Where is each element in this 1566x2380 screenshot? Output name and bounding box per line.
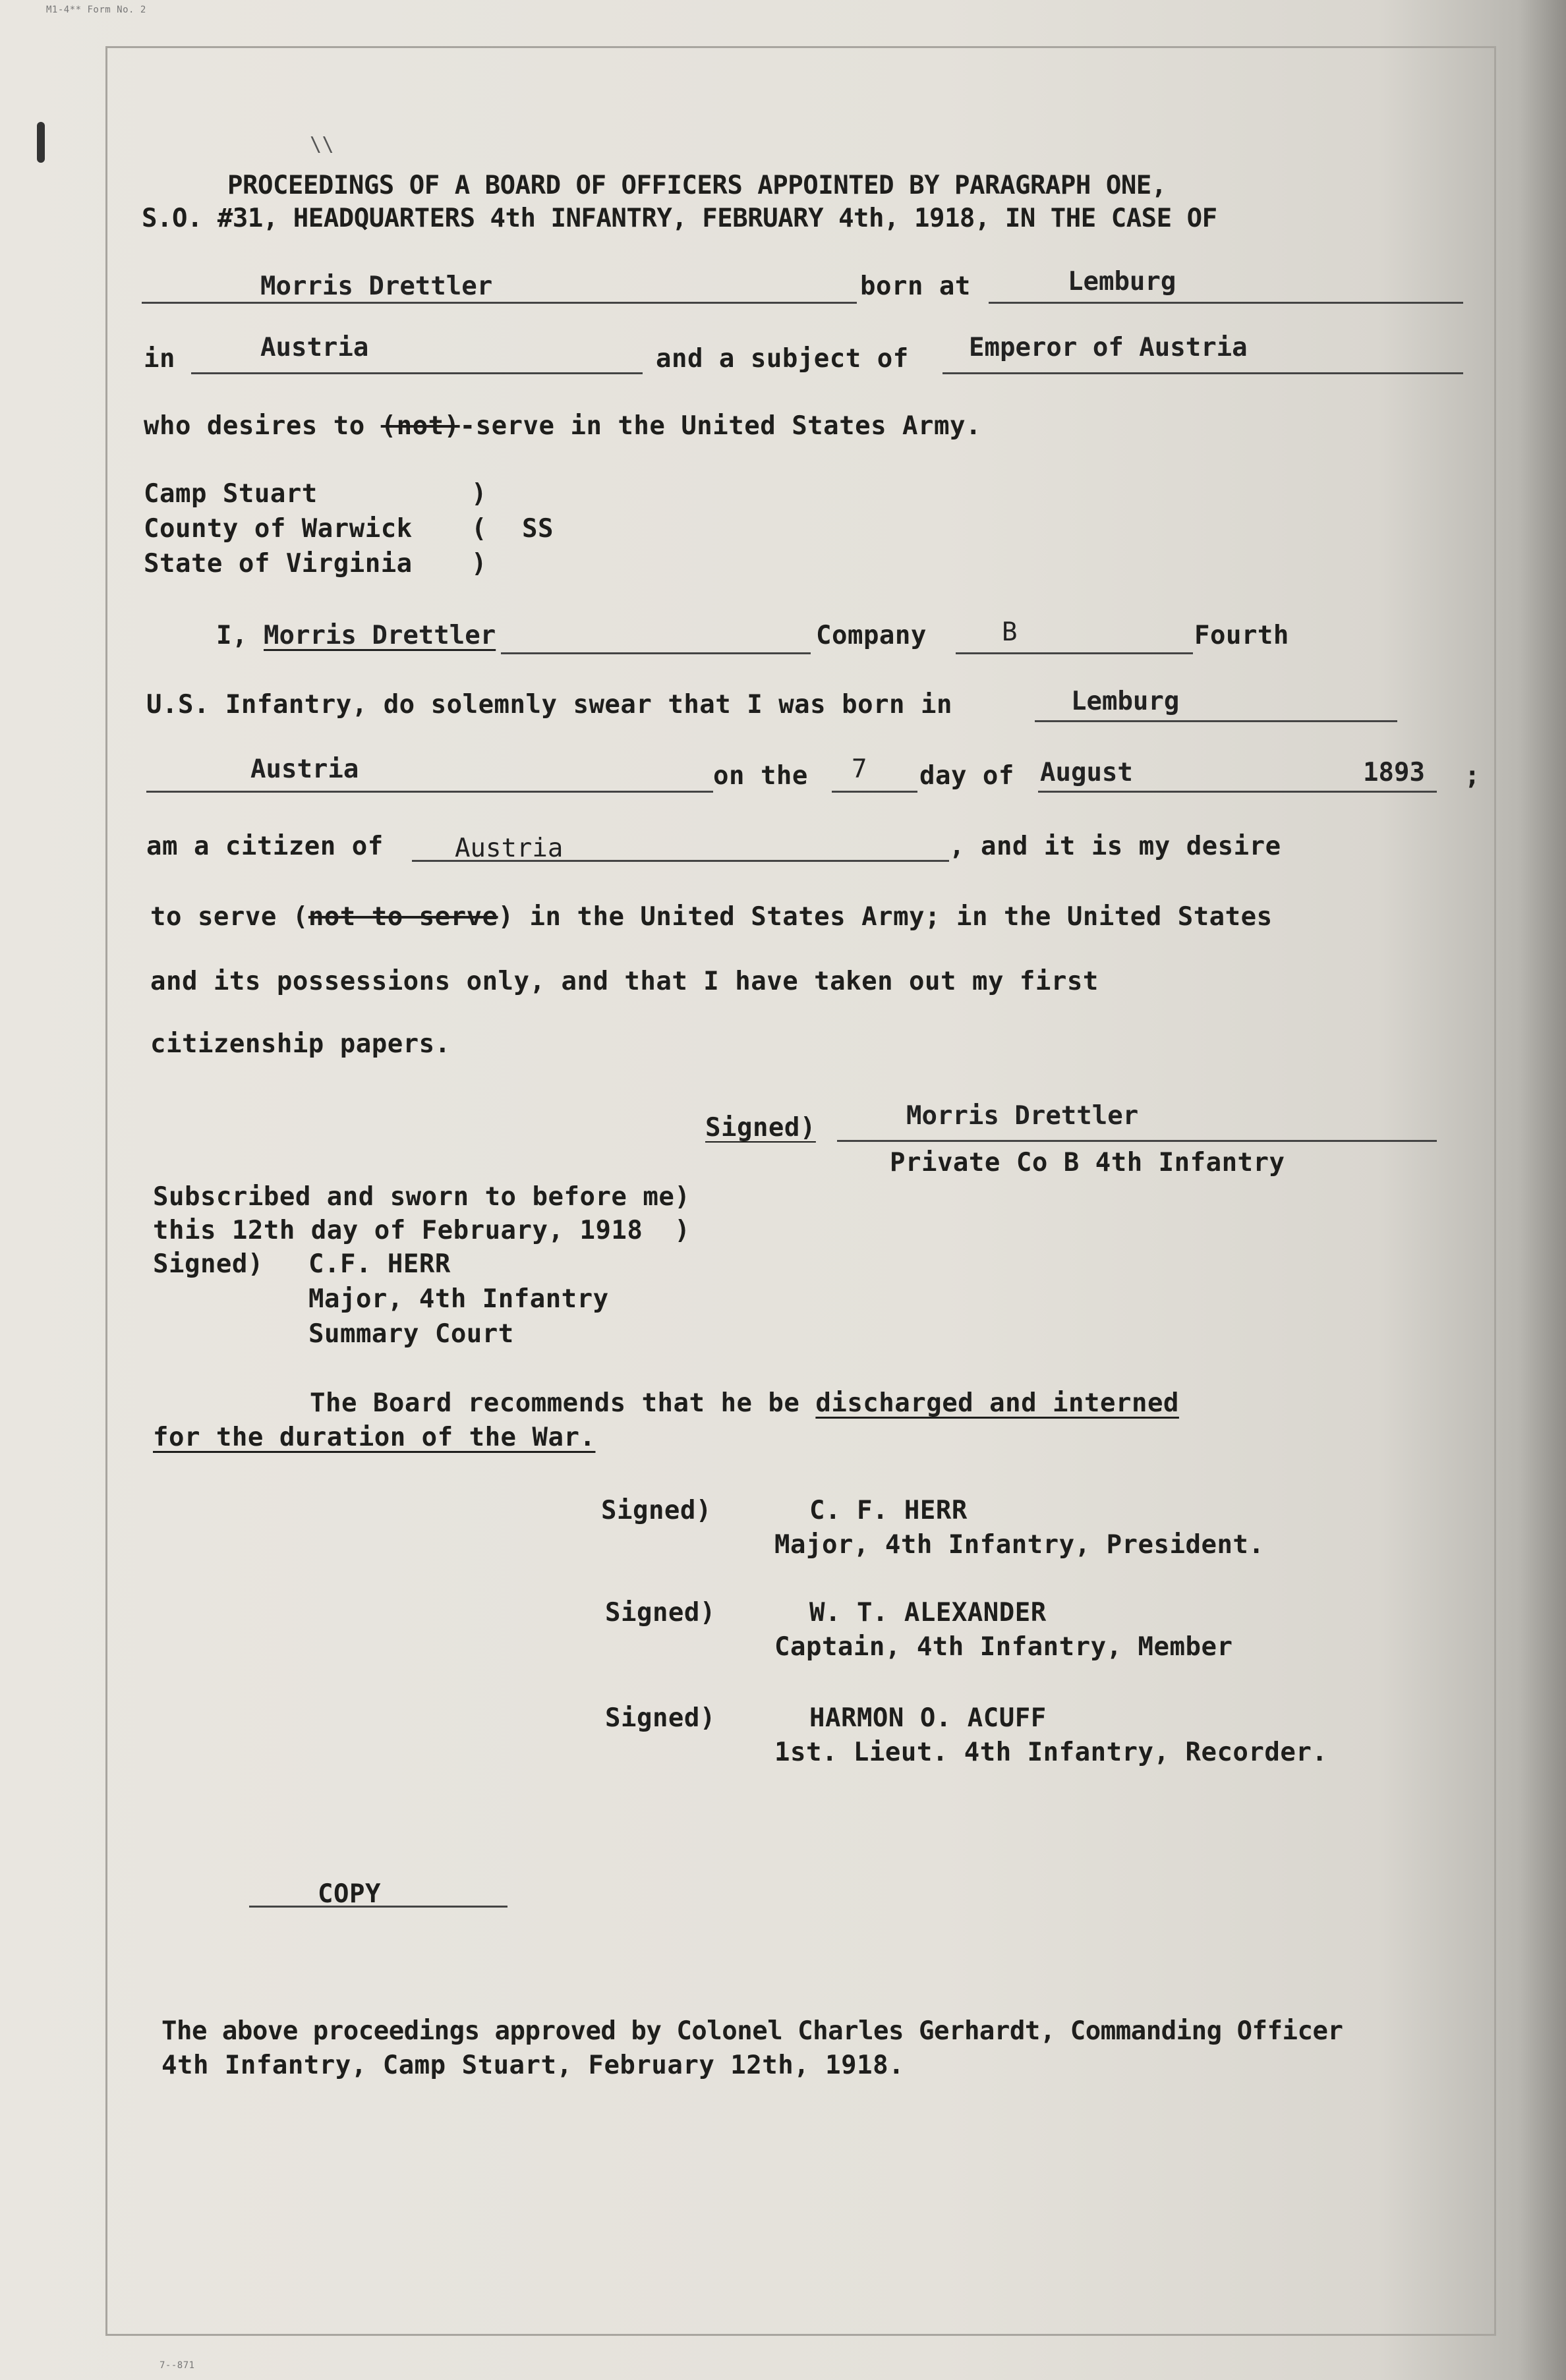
heading-line-2: S.O. #31, HEADQUARTERS 4th INFANTRY, FEBRUARY 4th, 1918, IN THE CASE OF xyxy=(142,204,1217,233)
subject-name: Morris Drettler xyxy=(260,271,493,301)
recommendation-prefix: The Board recommends that he be xyxy=(310,1388,816,1418)
venue-brace-1: ) xyxy=(471,479,487,509)
form-code: 7--871 xyxy=(160,2360,195,2371)
sworn-officer: C.F. HERR xyxy=(308,1249,451,1279)
desire-line xyxy=(144,413,981,439)
birth-year: 1893 xyxy=(1363,758,1425,787)
desire-text: , and it is my desire xyxy=(949,832,1281,861)
citizen-label: am a citizen of xyxy=(146,832,384,861)
birth-month: August xyxy=(1040,758,1133,787)
serve-line xyxy=(150,904,1273,930)
company-label: Company xyxy=(816,621,927,650)
signature-name: Morris Drettler xyxy=(906,1101,1139,1131)
born-in: Lemburg xyxy=(1071,687,1180,716)
subject-of: Emperor of Austria xyxy=(969,333,1248,362)
subject-of-rule xyxy=(942,372,1463,374)
oath-swear-line: U.S. Infantry, do solemnly swear that I was born in xyxy=(146,690,952,720)
desire-suffix: -serve in the United States Army. xyxy=(459,411,981,441)
possessions-line: and its possessions only, and that I have taken out my first xyxy=(150,967,1099,996)
signature-title: Private Co B 4th Infantry xyxy=(890,1148,1285,1177)
country: Austria xyxy=(260,333,369,362)
oath-i: I, xyxy=(216,621,248,650)
heading-line-1: PROCEEDINGS OF A BOARD OF OFFICERS APPOINTED BY PARAGRAPH ONE, xyxy=(227,171,1167,200)
board-signed-3: Signed) xyxy=(605,1703,716,1733)
pencil-mark: \\ xyxy=(310,133,335,156)
recommendation-line-1 xyxy=(310,1390,1179,1416)
subject-of-label: and a subject of xyxy=(656,344,909,374)
oath-country-rule xyxy=(146,791,713,793)
oath-name-rule xyxy=(501,652,811,654)
birth-day: 7 xyxy=(852,754,867,784)
year-end: ; xyxy=(1464,761,1480,791)
citizen-of: Austria xyxy=(455,834,564,863)
serve-struck: not to serve xyxy=(308,902,498,932)
name-rule xyxy=(142,302,857,304)
birthplace-rule xyxy=(989,302,1463,304)
sworn-line-1: Subscribed and sworn to before me) xyxy=(153,1182,691,1212)
form-number: M1-4** Form No. 2 xyxy=(46,5,146,15)
venue-brace-3: ) xyxy=(471,549,487,579)
approval-line-2: 4th Infantry, Camp Stuart, February 12th, 1918. xyxy=(161,2051,905,2080)
sworn-line-2: this 12th day of February, 1918 ) xyxy=(153,1216,691,1245)
board-role-3: 1st. Lieut. 4th Infantry, Recorder. xyxy=(774,1738,1328,1767)
company-rule xyxy=(956,652,1193,654)
desire-struck: (not) xyxy=(380,411,460,441)
day-of-label: day of xyxy=(919,761,1014,791)
day-rule xyxy=(832,791,917,793)
birthplace: Lemburg xyxy=(1068,267,1176,297)
desire-prefix: who desires to xyxy=(144,411,381,441)
venue-state: State of Virginia xyxy=(144,549,413,579)
recommendation-decision: discharged and interned xyxy=(815,1388,1179,1418)
board-role-2: Captain, 4th Infantry, Member xyxy=(774,1632,1233,1662)
board-signed-1: Signed) xyxy=(601,1496,712,1525)
board-name-3: HARMON O. ACUFF xyxy=(809,1703,1047,1733)
oath-name: Morris Drettler xyxy=(264,621,496,650)
regiment: Fourth xyxy=(1194,621,1289,650)
board-name-1: C. F. HERR xyxy=(809,1496,968,1525)
board-name-2: W. T. ALEXANDER xyxy=(809,1598,1047,1628)
approval-line-1: The above proceedings approved by Colonel Charles Gerhardt, Commanding Officer xyxy=(161,2016,1343,2046)
country-rule xyxy=(191,372,643,374)
venue-camp: Camp Stuart xyxy=(144,479,318,509)
sworn-rank: Major, 4th Infantry xyxy=(308,1284,609,1314)
copy-label: COPY xyxy=(318,1879,381,1909)
venue-ss: SS xyxy=(522,514,554,544)
company: B xyxy=(1002,617,1018,647)
born-in-rule xyxy=(1035,720,1397,722)
oath-country: Austria xyxy=(250,754,359,784)
on-the-label: on the xyxy=(713,761,808,791)
board-role-1: Major, 4th Infantry, President. xyxy=(774,1530,1265,1560)
signature-rule xyxy=(837,1140,1437,1142)
serve-prefix: to serve ( xyxy=(150,902,308,932)
sworn-signed: Signed) xyxy=(153,1249,264,1279)
signed-label: Signed) xyxy=(705,1113,816,1143)
born-at-label: born at xyxy=(860,271,971,301)
sworn-court: Summary Court xyxy=(308,1319,514,1349)
papers-line: citizenship papers. xyxy=(150,1029,451,1059)
in-label: in xyxy=(144,344,175,374)
venue-brace-2: ( xyxy=(471,514,487,544)
binder-hole-mark xyxy=(37,122,45,163)
recommendation-duration: for the duration of the War. xyxy=(153,1423,596,1452)
venue-county: County of Warwick xyxy=(144,514,413,544)
board-signed-2: Signed) xyxy=(605,1598,716,1628)
serve-suffix: ) in the United States Army; in the United States xyxy=(498,902,1273,932)
month-year-rule xyxy=(1038,791,1437,793)
